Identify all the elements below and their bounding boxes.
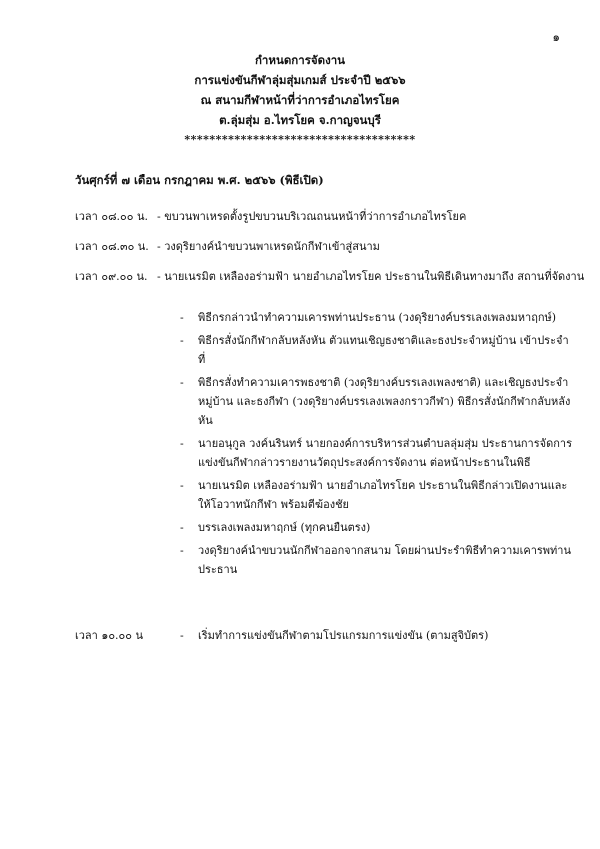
- schedule-text: - วงดุริยางค์นำขบวนพาเหรดนักกีฬาเข้าสู่สนาม: [157, 240, 380, 253]
- schedule-text: - ขบวนพาเหรดตั้งรูปขบวนบริเวณถนนหน้าที่ว่าการอำเภอไทรโยค: [157, 210, 467, 223]
- bullet-dash: -: [180, 479, 184, 492]
- step-text: พิธีกรกล่าวนำทำความเคารพท่านประธาน (วงดุริยางค์บรรเลงเพลงมหาฤกษ์): [198, 311, 557, 324]
- schedule-text: - นายเนรมิต เหลืองอร่ามฟ้า นายอำเภอไทรโยค ประธานในพิธีเดินทางมาถึง สถานที่จัดงาน: [157, 270, 585, 283]
- header-event: การแข่งขันกีฬาลุ่มสุ่มเกมส์ ประจำปี ๒๕๖๖: [194, 73, 406, 87]
- step-text: นายเนรมิต เหลืองอร่ามฟ้า นายอำเภอไทรโยค ประธานในพิธีกล่าวเปิดงานและให้โอวาทนักกีฬา พร้อมตีฆ้องชัย: [198, 479, 568, 511]
- ceremony-steps: [180, 308, 575, 583]
- header-title: กำหนดการจัดงาน: [254, 53, 346, 67]
- ceremony-step: [180, 541, 575, 579]
- schedule-time: เวลา ๐๘.๓๐ น.: [75, 240, 149, 253]
- step-text: นายอนุกูล วงค์นรินทร์ นายกองค์การบริหารส่วนตำบลลุ่มสุ่ม ประธานการจัดการแข่งขันกีฬากล่าวรายงานวัตถุประสงค์การจัดงาน ต่อหน้าประธานในพิธี: [198, 437, 572, 469]
- ceremony-step: [180, 518, 575, 537]
- schedule-time: เวลา ๐๘.๐๐ น.: [75, 210, 148, 223]
- step-text: วงดุริยางค์นำขบวนนักกีฬาออกจากสนาม โดยผ่านประรำพิธีทำความเคารพท่านประธาน: [198, 544, 571, 576]
- page-number: ๑: [552, 30, 560, 44]
- step-text: พิธีกรสั่งทำความเคารพธงชาติ (วงดุริยางค์บรรเลงเพลงชาติ) และเชิญธงประจำหมู่บ้าน และธงกีฬา (วงดุริยางค์บรรเลงเพลงกราวกีฬา) พิธีกรสั่งนักกีฬากลับหลังหัน: [198, 376, 571, 427]
- ceremony-step: [180, 308, 575, 327]
- schedule-time: เวลา ๐๙.๐๐ น.: [75, 270, 148, 283]
- step-text: บรรเลงเพลงมหาฤกษ์ (ทุกคนยืนตรง): [198, 521, 371, 534]
- ceremony-step: [180, 434, 575, 472]
- schedule-text: เริ่มทำการแข่งขันกีฬาตามโปรแกรมการแข่งขัน (ตามสูจิบัตร): [198, 629, 489, 642]
- day-heading: วันศุกร์ที่ ๗ เดือน กรกฎาคม พ.ศ. ๒๕๖๖ (พิธีเปิด): [75, 173, 324, 187]
- bullet-dash: -: [180, 334, 184, 347]
- bullet-dash: -: [180, 629, 184, 642]
- bullet-dash: -: [180, 376, 184, 389]
- bullet-dash: -: [180, 544, 184, 557]
- ceremony-step: [180, 476, 575, 514]
- bullet-dash: -: [180, 521, 184, 534]
- bullet-dash: -: [180, 311, 184, 324]
- header-location: ต.ลุ่มสุ่ม อ.ไทรโยค จ.กาญจนบุรี: [219, 113, 381, 127]
- header-divider: *************************************: [184, 133, 416, 146]
- schedule-time: เวลา ๑๐.๐๐ น: [75, 629, 143, 642]
- step-text: พิธีกรสั่งนักกีฬากลับหลังหัน ตัวแทนเชิญธงชาติและธงประจำหมู่บ้าน เข้าประจำที่: [198, 334, 569, 366]
- ceremony-step: [180, 331, 575, 369]
- document-header: [0, 50, 600, 150]
- ceremony-step: [180, 373, 575, 430]
- header-venue: ณ สนามกีฬาหน้าที่ว่าการอำเภอไทรโยค: [200, 93, 400, 107]
- bullet-dash: -: [180, 437, 184, 450]
